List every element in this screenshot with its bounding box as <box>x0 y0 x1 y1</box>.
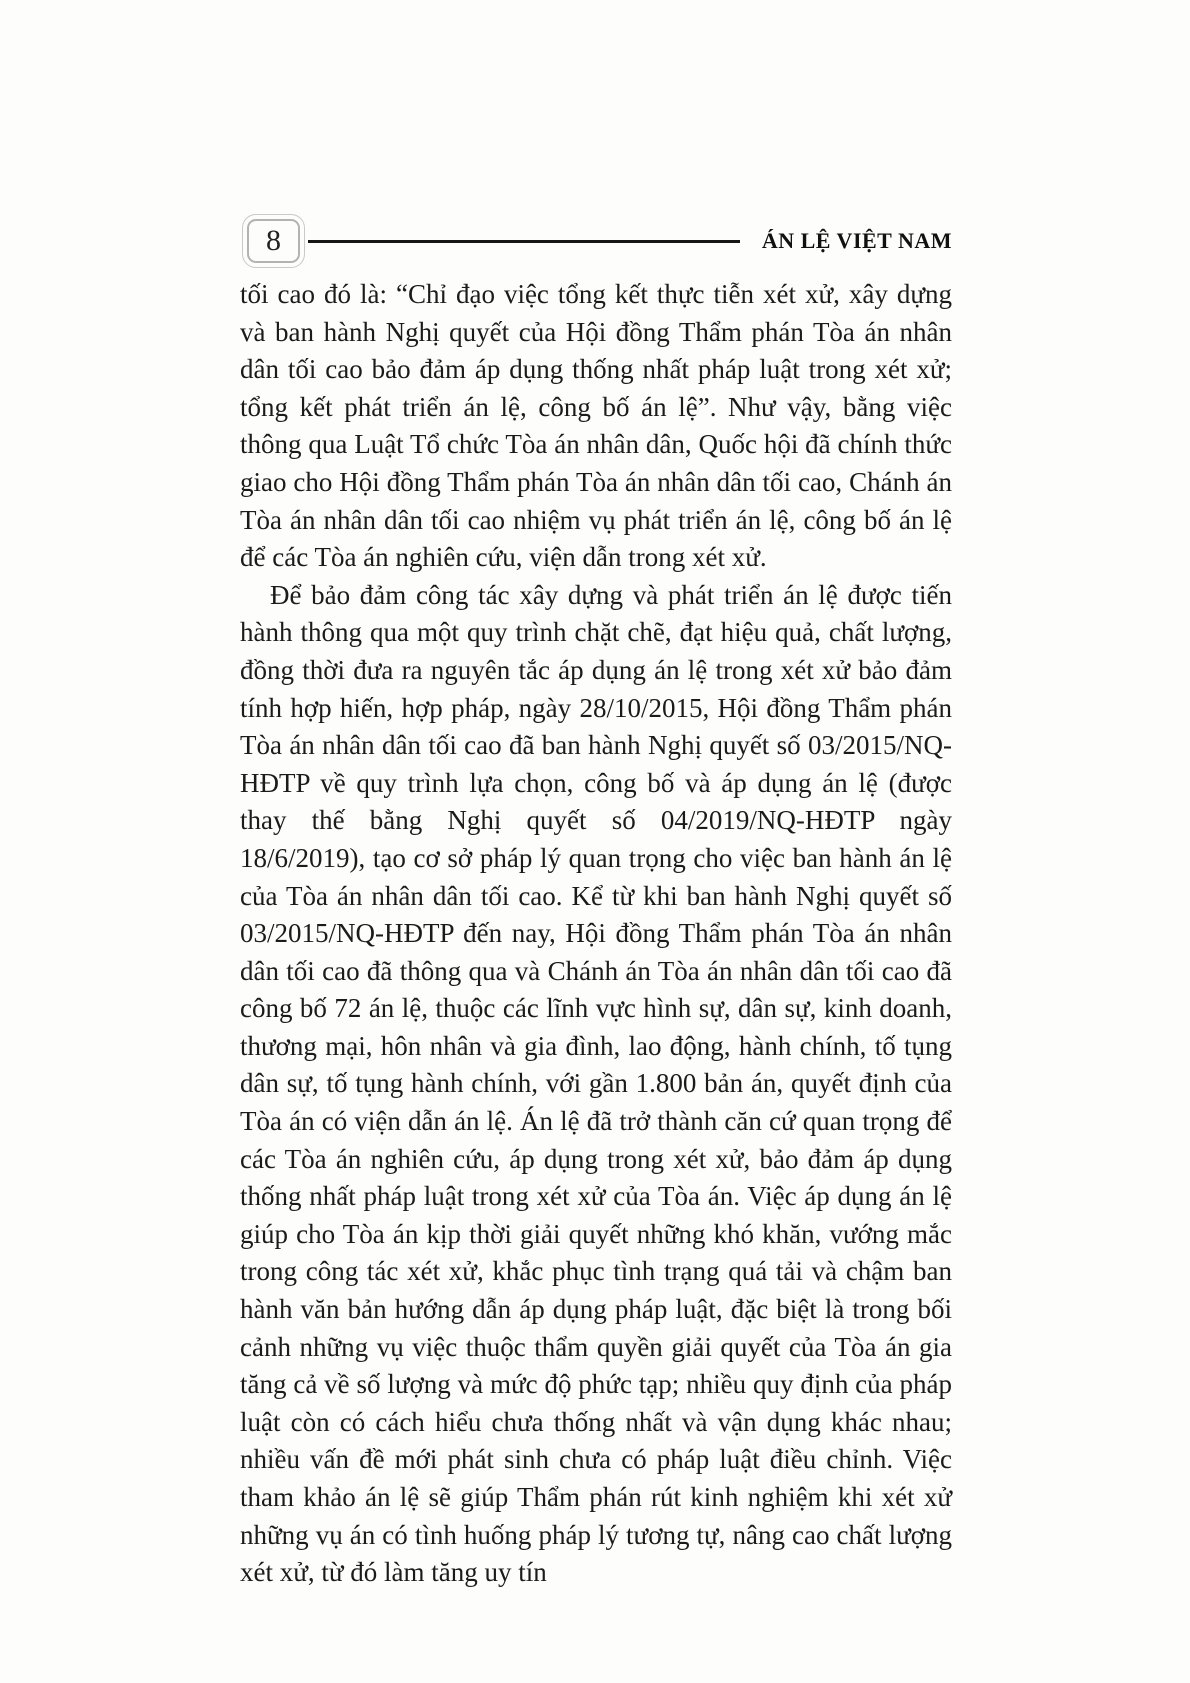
page-header <box>242 213 952 269</box>
page-body-text <box>240 276 952 1592</box>
header-rule <box>308 240 740 243</box>
page-number: 8 <box>247 219 300 263</box>
paragraph-continuation: tối cao đó là: “Chỉ đạo việc tổng kết thực tiễn xét xử, xây dựng và ban hành Nghị quyết của Hội đồng Thẩm phán Tòa án nhân dân tối cao bảo đảm áp dụng thống nhất pháp luật trong xét xử; tổng kết phát triển án lệ, công bố án lệ”. Như vậy, bằng việc thông qua Luật Tổ chức Tòa án nhân dân, Quốc hội đã chính thức giao cho Hội đồng Thẩm phán Tòa án nhân dân tối cao, Chánh án Tòa án nhân dân tối cao nhiệm vụ phát triển án lệ, công bố án lệ để các Tòa án nghiên cứu, viện dẫn trong xét xử. <box>240 279 952 573</box>
page-number-box <box>242 214 305 268</box>
running-header-title: ÁN LỆ VIỆT NAM <box>761 228 952 253</box>
paragraph: Để bảo đảm công tác xây dựng và phát triển án lệ được tiến hành thông qua một quy trình chặt chẽ, đạt hiệu quả, chất lượng, đồng thời đưa ra nguyên tắc áp dụng án lệ trong xét xử bảo đảm tính hợp hiến, hợp pháp, ngày 28/10/2015, Hội đồng Thẩm phán Tòa án nhân dân tối cao đã ban hành Nghị quyết số 03/2015/NQ-HĐTP về quy trình lựa chọn, công bố và áp dụng án lệ (được thay thế bằng Nghị quyết số 04/2019/NQ-HĐTP ngày 18/6/2019), tạo cơ sở pháp lý quan trọng cho việc ban hành án lệ của Tòa án nhân dân tối cao. Kể từ khi ban hành Nghị quyết số 03/2015/NQ-HĐTP đến nay, Hội đồng Thẩm phán Tòa án nhân dân tối cao đã thông qua và Chánh án Tòa án nhân dân tối cao đã công bố 72 án lệ, thuộc các lĩnh vực hình sự, dân sự, kinh doanh, thương mại, hôn nhân và gia đình, lao động, hành chính, tố tụng dân sự, tố tụng hành chính, với gần 1.800 bản án, quyết định của Tòa án có viện dẫn án lệ. Án lệ đã trở thành căn cứ quan trọng để các Tòa án nghiên cứu, áp dụng trong xét xử, bảo đảm áp dụng thống nhất pháp luật trong xét xử của Tòa án. Việc áp dụng án lệ giúp cho Tòa án kịp thời giải quyết những khó khăn, vướng mắc trong công tác xét xử, khắc phục tình trạng quá tải và chậm ban hành văn bản hướng dẫn áp dụng pháp luật, đặc biệt là trong bối cảnh những vụ việc thuộc thẩm quyền giải quyết của Tòa án gia tăng cả về số lượng và mức độ phức tạp; nhiều quy định của pháp luật còn có cách hiểu chưa thống nhất và vận dụng khác nhau; nhiều vấn đề mới phát sinh chưa có pháp luật điều chỉnh. Việc tham khảo án lệ sẽ giúp Thẩm phán rút kinh nghiệm khi xét xử những vụ án có tình huống pháp lý tương tự, nâng cao chất lượng xét xử, từ đó làm tăng uy tín <box>240 579 952 1588</box>
